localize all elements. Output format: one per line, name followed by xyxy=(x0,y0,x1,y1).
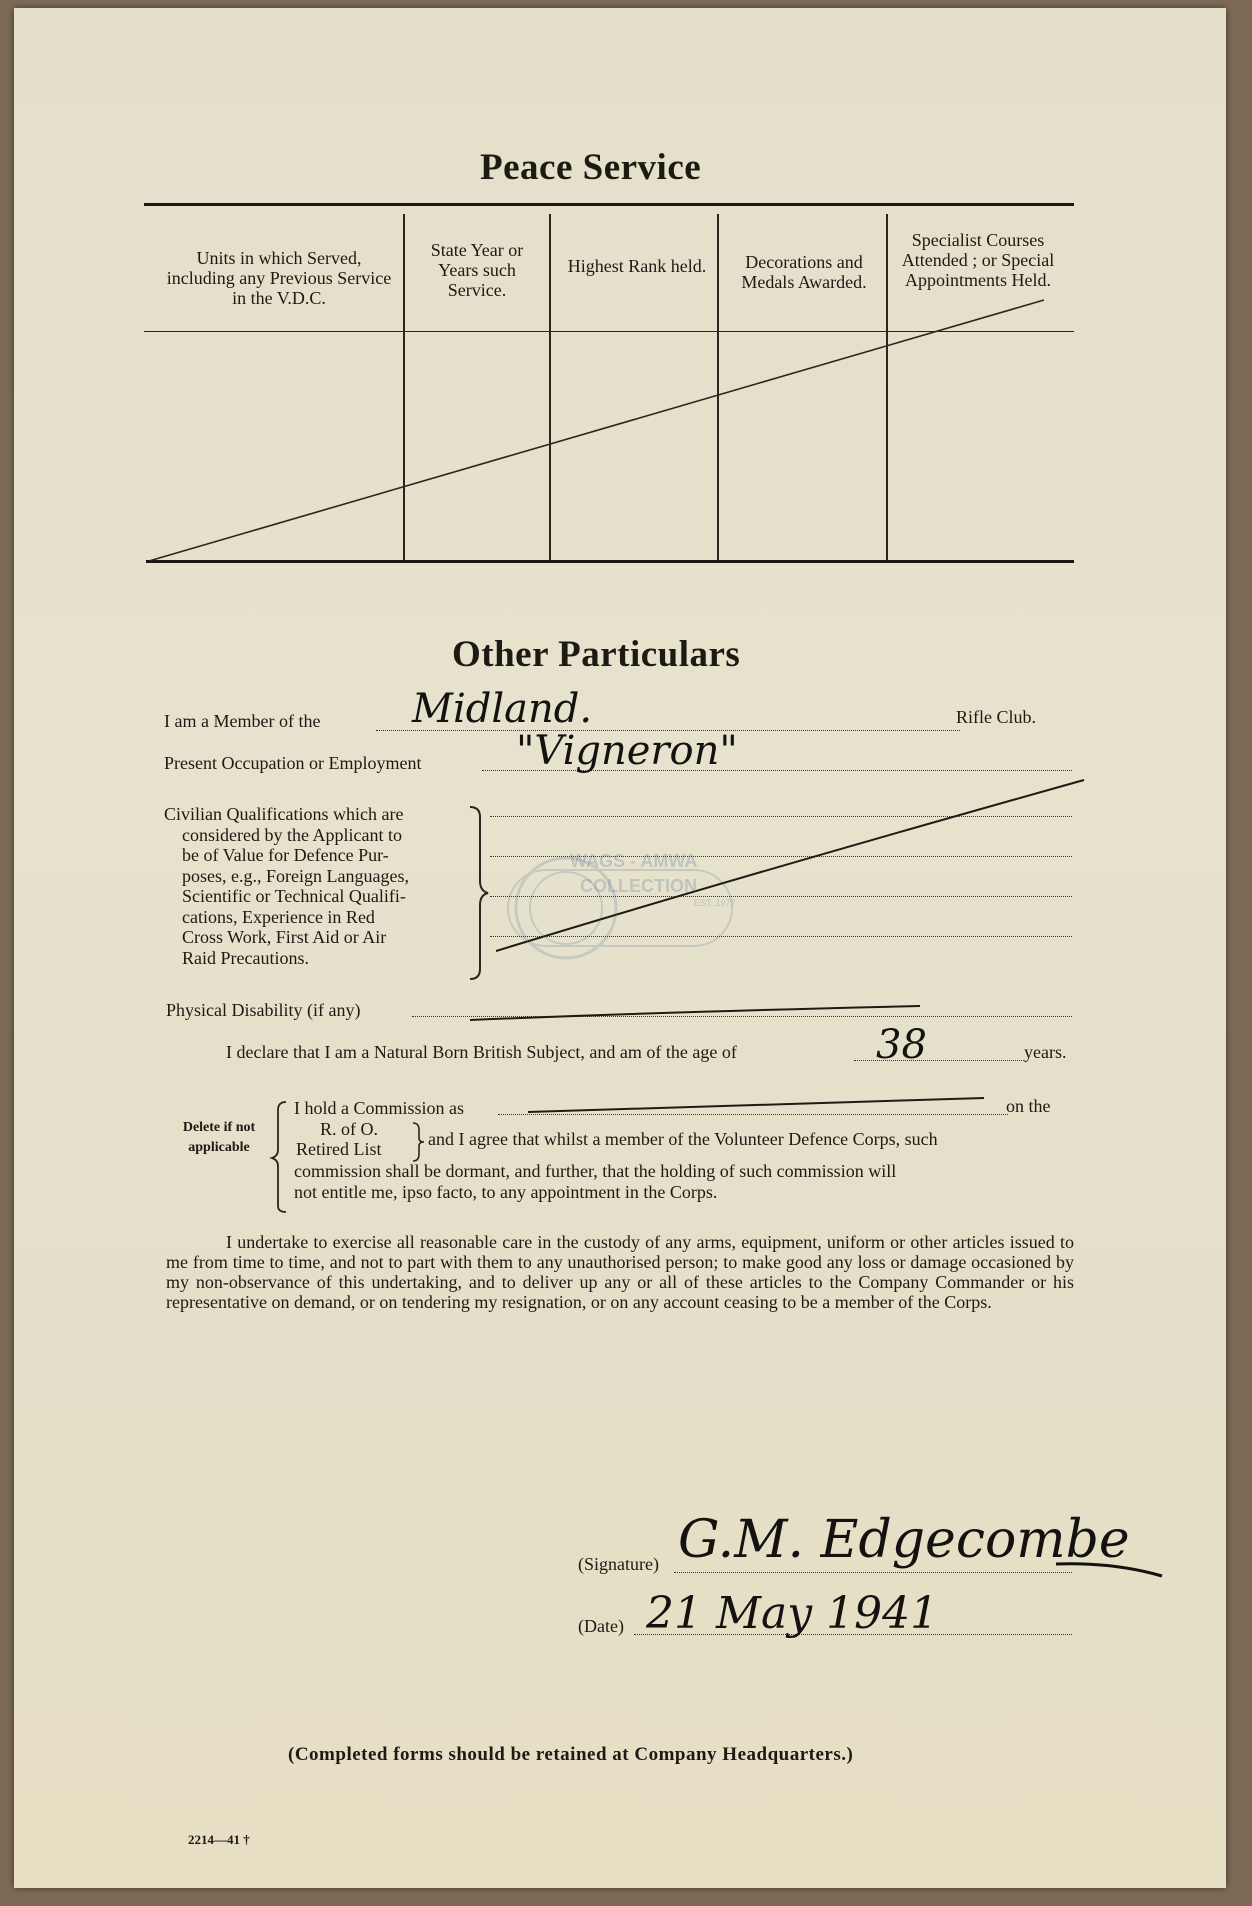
footer-note: (Completed forms should be retained at Company Headquarters.) xyxy=(288,1744,854,1765)
commission-inner-brace xyxy=(410,1120,428,1164)
declaration-label: I declare that I am a Natural Born British Subject, and am of the age of xyxy=(226,1042,737,1062)
occupation-value: "Vigneron" xyxy=(516,728,738,774)
commission-text-3: commission shall be dormant, and further, that the holding of such commission will xyxy=(294,1161,897,1181)
undertaking-paragraph: I undertake to exercise all reasonable care in the custody of any arms, equipment, uniform or other articles issued to me from time to time, and not to part with them to any unauthorised person; to make good any loss or damage occasioned by my non-observance of this undertaking, and to deliver up any or all of these articles to the Company Commander or his representative on demand, or on tendering my resignation, or on any account ceasing to be a member of the Corps. xyxy=(166,1232,1074,1312)
member-label: I am a Member of the xyxy=(164,711,321,731)
stamp-text-3: EST. 1977 xyxy=(694,898,736,908)
disability-strike-line xyxy=(464,998,934,1028)
table-strike-line xyxy=(14,8,1226,608)
column-header-rank: Highest Rank held. xyxy=(567,256,707,276)
form-page xyxy=(14,8,1226,1888)
date-label: (Date) xyxy=(578,1616,624,1636)
column-header-years: State Year or Years such Service. xyxy=(430,240,524,300)
date-value: 21 May 1941 xyxy=(646,1588,939,1639)
occupation-label: Present Occupation or Employment xyxy=(164,753,422,773)
ro-label: R. of O. xyxy=(320,1119,378,1139)
form-code: 2214—41 † xyxy=(188,1832,250,1847)
years-label: years. xyxy=(1024,1042,1067,1062)
signature-dots xyxy=(674,1572,1072,1573)
commission-on-the: on the xyxy=(1006,1096,1051,1116)
member-suffix: Rifle Club. xyxy=(956,707,1036,727)
other-particulars-title: Other Particulars xyxy=(452,634,741,675)
stamp-text-1: WAGS - AMWA xyxy=(570,851,698,871)
signature-flourish xyxy=(1054,1554,1174,1584)
column-header-decorations: Decorations and Medals Awarded. xyxy=(741,252,867,292)
signature-label: (Signature) xyxy=(578,1554,659,1574)
civilian-qualifications-label: Civilian Qualifications which are considered by the Applicant to be of Value for Defence Pur- poses, e.g., Foreign Languages, Scientific or Technical Qualifi- cations, Experience in Red Cross Work, First Aid or Air Raid Precautions. xyxy=(164,804,409,968)
retired-list-label: Retired List xyxy=(296,1139,382,1159)
commission-strike-line xyxy=(524,1088,994,1118)
peace-service-title: Peace Service xyxy=(480,147,702,188)
commission-text-4: not entitle me, ipso facto, to any appointment in the Corps. xyxy=(294,1182,718,1202)
commission-text-2: and I agree that whilst a member of the Volunteer Defence Corps, such xyxy=(428,1129,938,1149)
commission-left-brace xyxy=(268,1098,290,1216)
signature-value: G.M. Edgecombe xyxy=(678,1510,1130,1570)
delete-note: Delete if not applicable xyxy=(182,1120,256,1155)
column-header-units: Units in which Served, including any Previous Service in the V.D.C. xyxy=(166,248,392,308)
age-value: 38 xyxy=(876,1022,927,1068)
column-header-specialist: Specialist Courses Attended ; or Special Appointments Held. xyxy=(901,230,1055,290)
stamp-text-2: COLLECTION xyxy=(580,876,697,896)
commission-label: I hold a Commission as xyxy=(294,1098,464,1118)
member-value: Midland. xyxy=(412,686,593,732)
disability-label: Physical Disability (if any) xyxy=(166,1000,361,1020)
